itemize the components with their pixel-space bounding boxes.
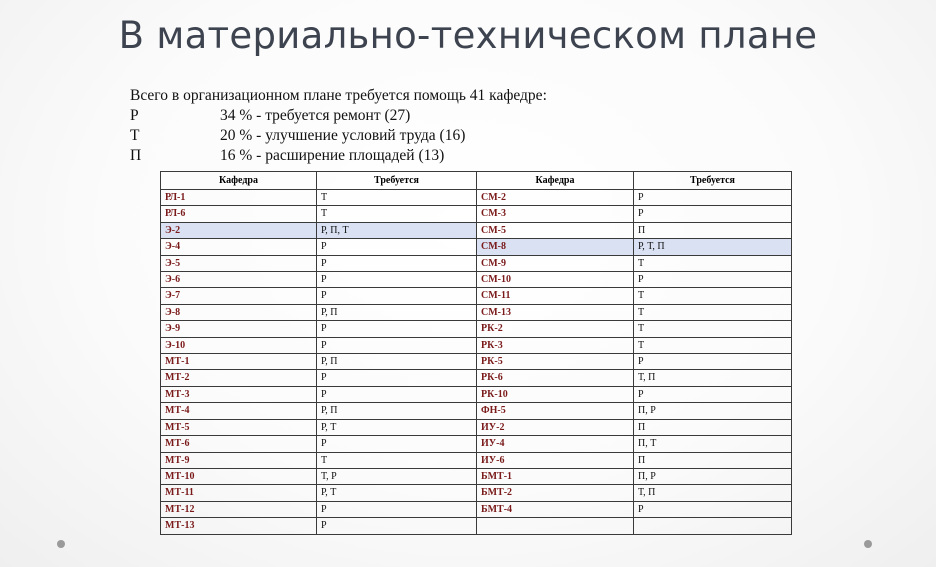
department-right-cell: БМТ-1 <box>477 468 634 484</box>
required-right-cell: Т <box>634 321 792 337</box>
department-right-cell: БМТ-4 <box>477 501 634 517</box>
table-row <box>161 436 792 452</box>
required-right-cell: П <box>634 452 792 468</box>
required-right-cell: Т <box>634 337 792 353</box>
department-left-cell: МТ-12 <box>161 501 317 517</box>
header-department-left: Кафедра <box>161 172 317 190</box>
required-left-cell: Р, П <box>317 354 477 370</box>
summary-text: 34 % - требуется ремонт (27) <box>220 107 411 124</box>
table-header-row <box>161 172 792 190</box>
required-left-cell: Р, П <box>317 304 477 320</box>
summary-letter: П <box>130 147 142 164</box>
department-left-cell: МТ-11 <box>161 485 317 501</box>
summary-letter: Р <box>130 107 139 124</box>
department-right-cell: РК-2 <box>477 321 634 337</box>
department-left-cell: МТ-5 <box>161 419 317 435</box>
required-right-cell: Р <box>634 206 792 222</box>
summary-item-space <box>130 146 547 166</box>
table-row <box>161 485 792 501</box>
required-right-cell: Р <box>634 501 792 517</box>
department-right-cell: СМ-13 <box>477 304 634 320</box>
header-required-right: Требуется <box>634 172 792 190</box>
table-row <box>161 354 792 370</box>
required-left-cell: Р, П <box>317 403 477 419</box>
required-right-cell: Р <box>634 272 792 288</box>
required-left-cell: Р <box>317 288 477 304</box>
required-left-cell: Т <box>317 206 477 222</box>
required-left-cell: Р <box>317 272 477 288</box>
summary-text: 20 % - улучшение условий труда (16) <box>220 127 466 144</box>
department-right-cell: ИУ-6 <box>477 452 634 468</box>
required-right-cell: П, Р <box>634 468 792 484</box>
table-row <box>161 452 792 468</box>
summary-letter: Т <box>130 127 140 144</box>
department-right-cell: СМ-9 <box>477 255 634 271</box>
required-left-cell: Р <box>317 518 477 534</box>
required-left-cell: Т, Р <box>317 468 477 484</box>
required-right-cell: П, Р <box>634 403 792 419</box>
department-left-cell: Э-4 <box>161 239 317 255</box>
table-row <box>161 419 792 435</box>
table-row <box>161 288 792 304</box>
table-row <box>161 321 792 337</box>
department-right-cell: РК-6 <box>477 370 634 386</box>
department-left-cell: МТ-6 <box>161 436 317 452</box>
department-left-cell: РЛ-6 <box>161 206 317 222</box>
required-left-cell: Р <box>317 239 477 255</box>
table-row <box>161 518 792 534</box>
department-right-cell: СМ-11 <box>477 288 634 304</box>
summary-block <box>130 86 547 166</box>
required-left-cell: Р, П, Т <box>317 222 477 238</box>
required-left-cell: Р <box>317 321 477 337</box>
bullet-dot-right <box>864 540 872 548</box>
header-department-right: Кафедра <box>477 172 634 190</box>
department-right-cell: ИУ-2 <box>477 419 634 435</box>
table-row <box>161 468 792 484</box>
required-right-cell: Р <box>634 354 792 370</box>
department-left-cell: МТ-1 <box>161 354 317 370</box>
summary-intro: Всего в организационном плане требуется помощь 41 кафедре: <box>130 87 547 104</box>
required-right-cell: Т, П <box>634 485 792 501</box>
required-left-cell: Р <box>317 255 477 271</box>
table-row <box>161 403 792 419</box>
required-right-cell <box>634 518 792 534</box>
required-left-cell: Р <box>317 436 477 452</box>
table-row <box>161 501 792 517</box>
department-right-cell: СМ-2 <box>477 190 634 206</box>
table-row <box>161 239 792 255</box>
department-right-cell: СМ-5 <box>477 222 634 238</box>
department-left-cell: РЛ-1 <box>161 190 317 206</box>
table-body <box>161 190 792 535</box>
slide-title: В материально-техническом плане <box>118 14 818 57</box>
required-right-cell: Т <box>634 288 792 304</box>
table-row <box>161 386 792 402</box>
department-right-cell: БМТ-2 <box>477 485 634 501</box>
table-row <box>161 370 792 386</box>
department-left-cell: Э-10 <box>161 337 317 353</box>
department-left-cell: Э-2 <box>161 222 317 238</box>
required-right-cell: Р <box>634 190 792 206</box>
required-right-cell: П, Т <box>634 436 792 452</box>
department-left-cell: Э-9 <box>161 321 317 337</box>
required-left-cell: Р, Т <box>317 419 477 435</box>
department-right-cell: РК-10 <box>477 386 634 402</box>
departments-table <box>160 171 792 535</box>
table-row <box>161 206 792 222</box>
department-left-cell: МТ-9 <box>161 452 317 468</box>
required-right-cell: Т <box>634 255 792 271</box>
required-right-cell: П <box>634 222 792 238</box>
required-right-cell: Т <box>634 304 792 320</box>
table-row <box>161 337 792 353</box>
department-right-cell: СМ-10 <box>477 272 634 288</box>
summary-text: 16 % - расширение площадей (13) <box>220 147 445 164</box>
required-right-cell: Р <box>634 386 792 402</box>
department-left-cell: МТ-4 <box>161 403 317 419</box>
required-left-cell: Р <box>317 501 477 517</box>
required-left-cell: Т <box>317 452 477 468</box>
required-right-cell: Т, П <box>634 370 792 386</box>
department-left-cell: Э-8 <box>161 304 317 320</box>
summary-item-conditions <box>130 126 547 146</box>
table-row <box>161 190 792 206</box>
department-right-cell: ИУ-4 <box>477 436 634 452</box>
department-left-cell: МТ-2 <box>161 370 317 386</box>
department-left-cell: МТ-3 <box>161 386 317 402</box>
department-right-cell <box>477 518 634 534</box>
header-required-left: Требуется <box>317 172 477 190</box>
department-left-cell: Э-7 <box>161 288 317 304</box>
required-left-cell: Т <box>317 190 477 206</box>
department-left-cell: Э-5 <box>161 255 317 271</box>
required-left-cell: Р <box>317 337 477 353</box>
table-row <box>161 255 792 271</box>
table-row <box>161 304 792 320</box>
department-right-cell: СМ-3 <box>477 206 634 222</box>
summary-item-repair <box>130 106 547 126</box>
department-right-cell: РК-5 <box>477 354 634 370</box>
department-right-cell: РК-3 <box>477 337 634 353</box>
department-left-cell: МТ-10 <box>161 468 317 484</box>
required-right-cell: Р, Т, П <box>634 239 792 255</box>
department-left-cell: Э-6 <box>161 272 317 288</box>
required-right-cell: П <box>634 419 792 435</box>
table-row <box>161 222 792 238</box>
department-right-cell: ФН-5 <box>477 403 634 419</box>
required-left-cell: Р <box>317 386 477 402</box>
required-left-cell: Р <box>317 370 477 386</box>
required-left-cell: Р, Т <box>317 485 477 501</box>
department-left-cell: МТ-13 <box>161 518 317 534</box>
bullet-dot-left <box>57 540 65 548</box>
table-row <box>161 272 792 288</box>
department-right-cell: СМ-8 <box>477 239 634 255</box>
